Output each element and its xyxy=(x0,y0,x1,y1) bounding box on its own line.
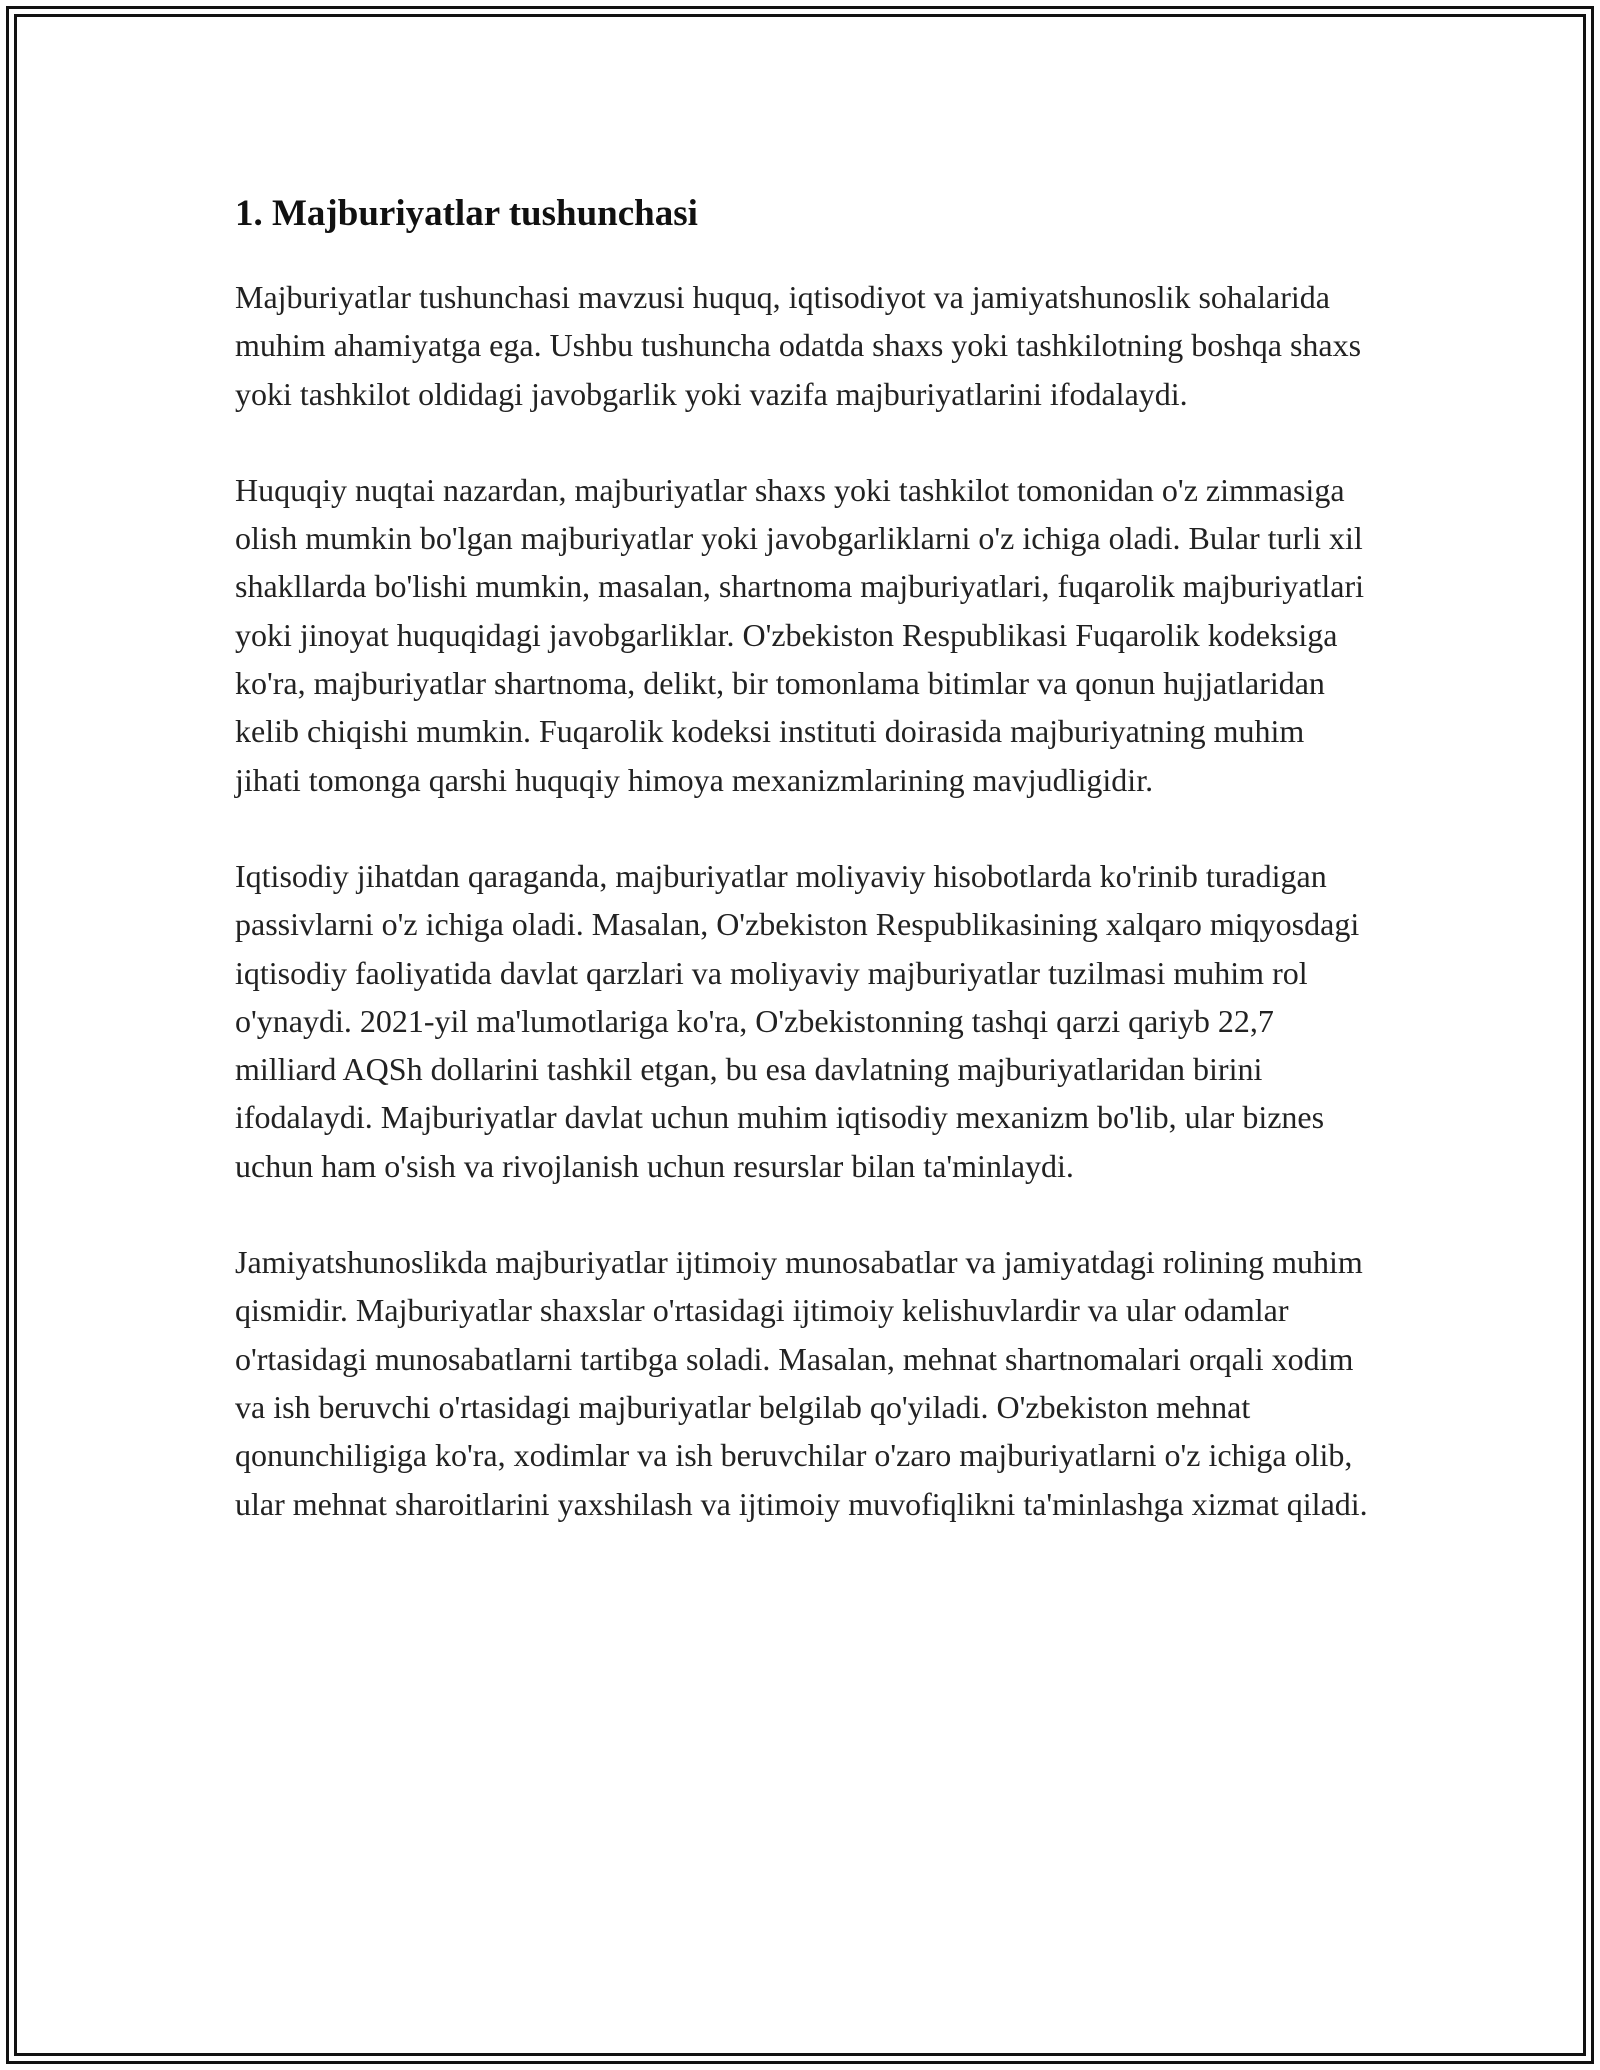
paragraph-4: Jamiyatshunoslikda majburiyatlar ijtimoiy munosabatlar va jamiyatdagi rolining muhim qismidir. Majburiyatlar shaxslar o'rtasidagi ijtimoiy kelishuvlardir va ular odamlar o'rtasidagi munosabatlarni tartibga soladi. Masalan, mehnat shartnomalari orqali xodim va ish beruvchi o'rtasidagi majburiyatlar belgilab qo'yiladi. O'zbekiston mehnat qonunchiligiga ko'ra, xodimlar va ish beruvchilar o'zaro majburiyatlarni o'z ichiga olib, ular mehnat sharoitlarini yaxshilash va ijtimoiy muvofiqlikni ta'minlashga xizmat qiladi. xyxy=(235,1244,1368,1522)
paragraph-1: Majburiyatlar tushunchasi mavzusi huquq, iqtisodiyot va jamiyatshunoslik sohalarida muhim ahamiyatga ega. Ushbu tushuncha odatda shaxs yoki tashkilotning boshqa shaxs yoki tashkilot oldidagi javobgarlik yoki vazifa majburiyatlarini ifodalaydi. xyxy=(235,279,1362,412)
paragraph-3: Iqtisodiy jihatdan qaraganda, majburiyatlar moliyaviy hisobotlarda ko'rinib turadigan passivlarni o'z ichiga oladi. Masalan, O'zbekiston Respublikasining xalqaro miqyosdagi iqtisodiy faoliyatida davlat qarzlari va moliyaviy majburiyatlar tuzilmasi muhim rol o'ynaydi. 2021-yil ma'lumotlariga ko'ra, O'zbekistonning tashqi qarzi qariyb 22,7 milliard AQSh dollarini tashkil etgan, bu esa davlatning majburiyatlaridan birini ifodalaydi. Majburiyatlar davlat uchun muhim iqtisodiy mexanizm bo'lib, ular biznes uchun ham o'sish va rivojlanish uchun resurslar bilan ta'minlaydi. xyxy=(235,857,1360,1184)
section-heading: 1. Majburiyatlar tushunchasi xyxy=(235,193,698,234)
paragraph-2: Huquqiy nuqtai nazardan, majburiyatlar shaxs yoki tashkilot tomonidan o'z zimmasiga olish mumkin bo'lgan majburiyatlar yoki javobgarliklarni o'z ichiga oladi. Bular turli xil shakllarda bo'lishi mumkin, masalan, shartnoma majburiyatlari, fuqarolik majburiyatlari yoki jinoyat huquqidagi javobgarliklar. O'zbekiston Respublikasi Fuqarolik kodeksiga ko'ra, majburiyatlar shartnoma, delikt, bir tomonlama bitimlar va qonun hujjatlaridan kelib chiqishi mumkin. Fuqarolik kodeksi instituti doirasida majburiyatning muhim jihati tomonga qarshi huquqiy himoya mexanizmlarining mavjudligidir. xyxy=(235,471,1365,798)
document-body xyxy=(235,185,1375,1528)
